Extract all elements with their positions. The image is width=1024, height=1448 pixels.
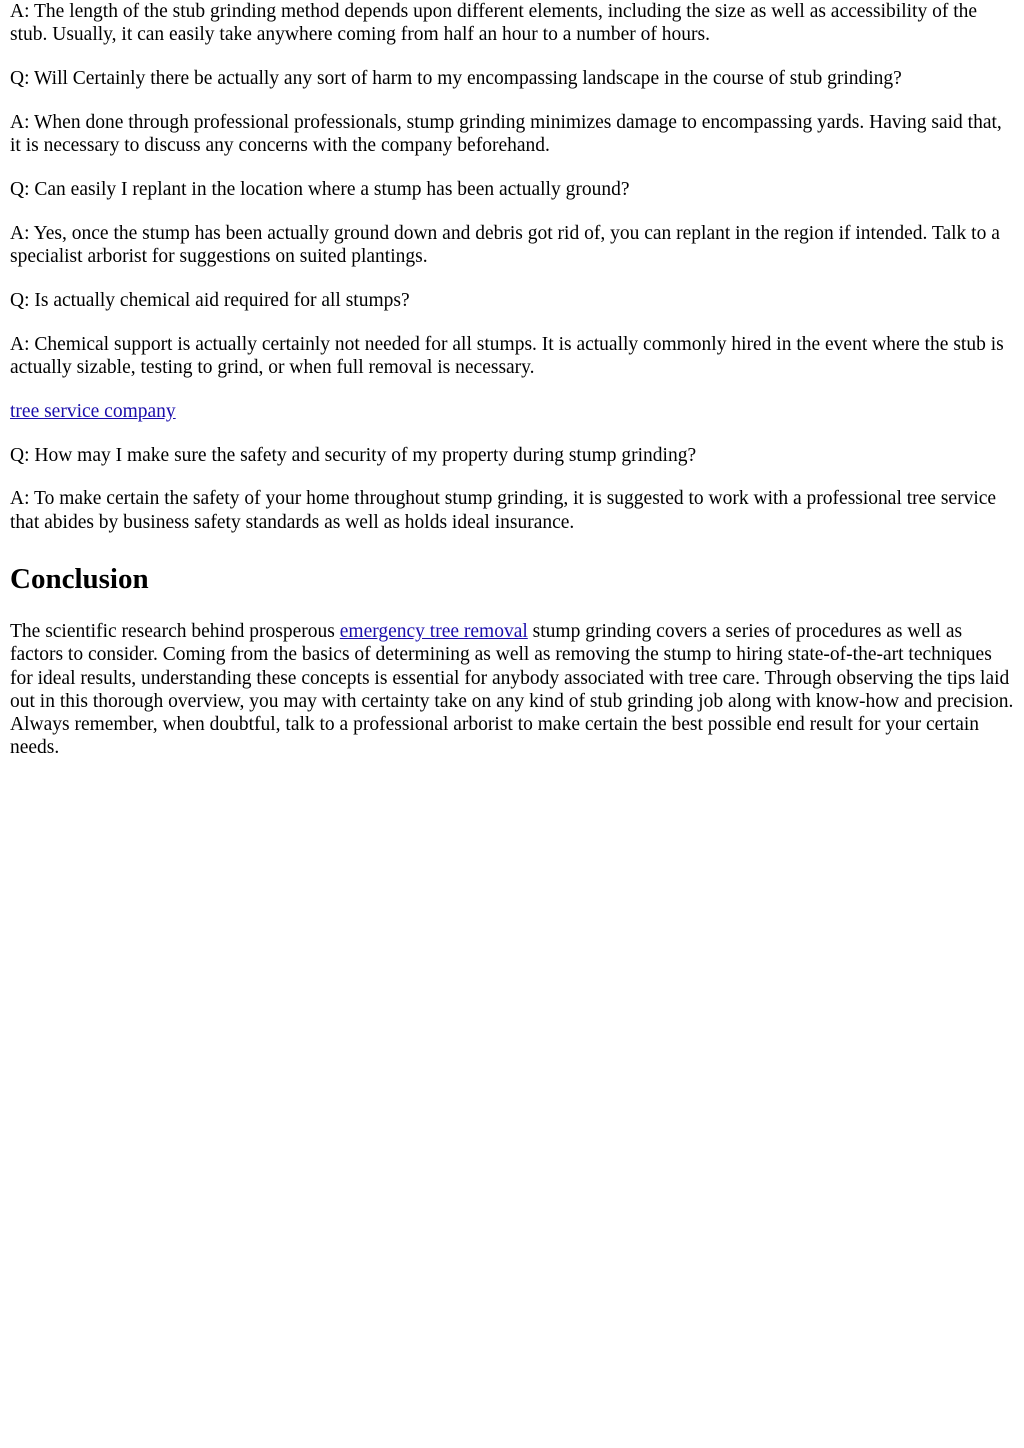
conclusion-text-before-link: The scientific research behind prosperous bbox=[10, 620, 340, 642]
faq-question-replant: Q: Can easily I replant in the location where a stump has been actually ground? bbox=[10, 178, 630, 200]
link-paragraph bbox=[10, 400, 1014, 423]
conclusion-heading: Conclusion bbox=[10, 562, 149, 595]
faq-question-landscape-harm: Q: Will Certainly there be actually any sort of harm to my encompassing landscape in the course of stub grinding? bbox=[10, 68, 902, 90]
faq-answer-safety: A: To make certain the safety of your home throughout stump grinding, it is suggested to work with a professional tree service that abides by business safety standards as well as holds ideal insurance. bbox=[10, 488, 997, 533]
faq-answer-replant: A: Yes, once the stump has been actually ground down and debris got rid of, you can replant in the region if intended. Talk to a specialist arborist for suggestions on suited plantings. bbox=[10, 222, 1000, 268]
conclusion-paragraph bbox=[10, 620, 1014, 760]
faq-answer-duration: A: The length of the stub grinding method depends upon different elements, including the size as well as accessibility of the stub. Usually, it can easily take anywhere coming from half an hour to a number of hours. bbox=[10, 1, 978, 46]
tree-service-company-link[interactable]: tree service company bbox=[10, 400, 176, 422]
faq-question-safety: Q: How may I make sure the safety and security of my property during stump grinding? bbox=[10, 444, 697, 466]
emergency-tree-removal-link[interactable]: emergency tree removal bbox=[339, 620, 528, 642]
conclusion-text-after-link: stump grinding covers a series of procedures as well as factors to consider. Coming from the basics of determining as well as removing the stump to hiring state-of-the-art techniques for ideal results, understanding these concepts is essential for anybody associated with tree care. Through observing the tips laid out in this thorough overview, you may with certainty take on any kind of stub grinding job along with know-how and precision. Always remember, when doubtful, talk to a professional arborist to make certain the best possible end result for your certain needs. bbox=[10, 620, 1014, 759]
faq-answer-landscape-harm: A: When done through professional professionals, stump grinding minimizes damage to encompassing yards. Having said that, it is necessary to discuss any concerns with the company beforehand. bbox=[10, 111, 1002, 157]
faq-question-chemical-aid: Q: Is actually chemical aid required for all stumps? bbox=[10, 289, 410, 311]
faq-answer-chemical-aid: A: Chemical support is actually certainly not needed for all stumps. It is actually commonly hired in the event where the stub is actually sizable, testing to grind, or when full removal is necessary. bbox=[10, 333, 1004, 378]
